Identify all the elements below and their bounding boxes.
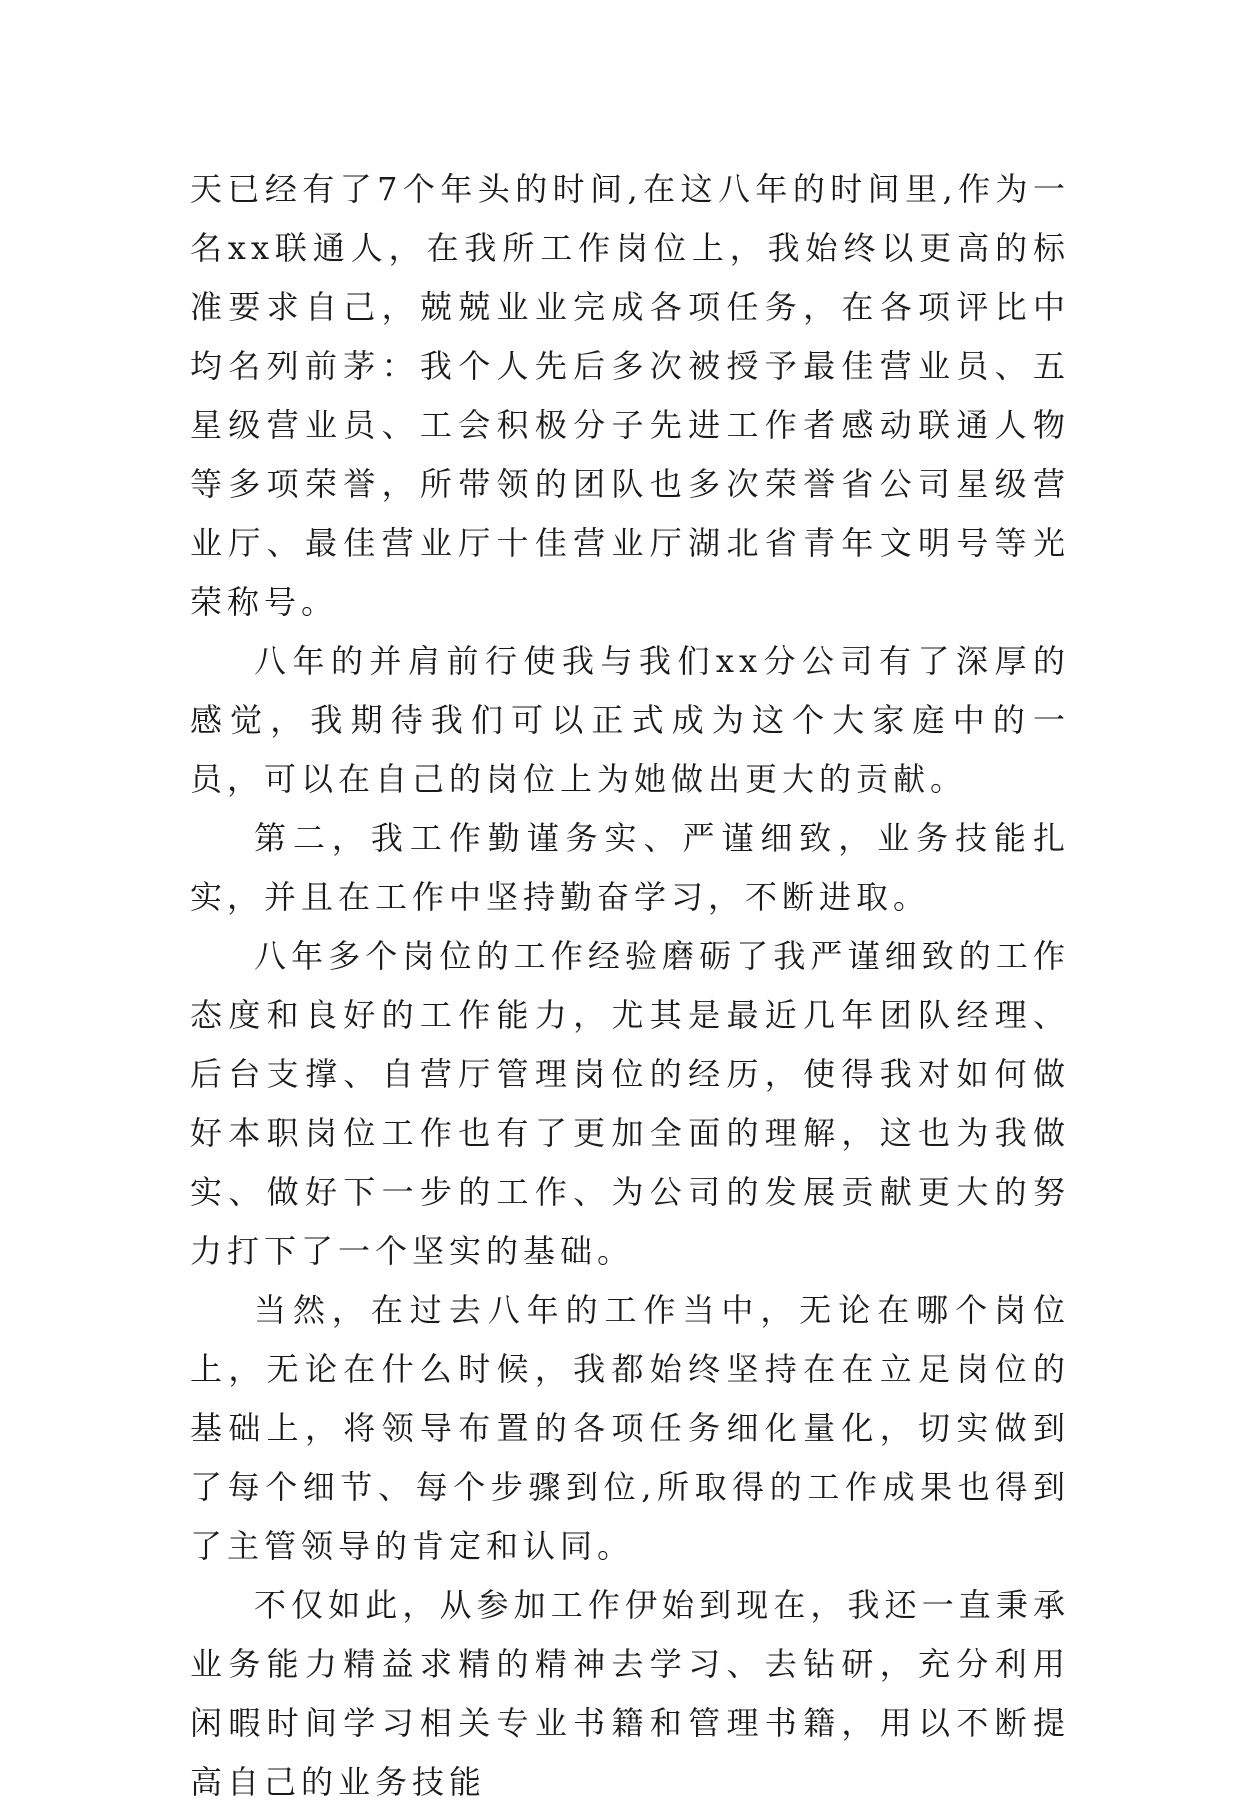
paragraph-6: 不仅如此，从参加工作伊始到现在，我还一直秉承业务能力精益求精的精神去学习、去钻研，充分利用闲暇时间学习相关专业书籍和管理书籍，用以不断提高自己的业务技能 <box>190 1586 1070 1801</box>
paragraph-2: 八年的并肩前行使我与我们xx分公司有了深厚的感觉，我期待我们可以正式成为这个大家庭中的一员，可以在自己的岗位上为她做出更大的贡献。 <box>190 642 1070 798</box>
document-body <box>190 160 1070 1812</box>
paragraph-5: 当然，在过去八年的工作当中，无论在哪个岗位上，无论在什么时候，我都始终坚持在在立足岗位的基础上，将领导布置的各项任务细化量化，切实做到了每个细节、每个步骤到位,所取得的工作成果也得到了主管领导的肯定和认同。 <box>190 1291 1070 1565</box>
paragraph-1: 天已经有了7个年头的时间,在这八年的时间里,作为一名xx联通人，在我所工作岗位上，我始终以更高的标准要求自己，兢兢业业完成各项任务，在各项评比中均名列前茅：我个人先后多次被授予最佳营业员、五星级营业员、工会积极分子先进工作者感动联通人物等多项荣誉，所带领的团队也多次荣誉省公司星级营业厅、最佳营业厅十佳营业厅湖北省青年文明号等光荣称号。 <box>190 170 1070 621</box>
paragraph-3: 第二，我工作勤谨务实、严谨细致，业务技能扎实，并且在工作中坚持勤奋学习，不断进取。 <box>190 819 1070 916</box>
paragraph-4: 八年多个岗位的工作经验磨砺了我严谨细致的工作态度和良好的工作能力，尤其是最近几年团队经理、后台支撑、自营厅管理岗位的经历，使得我对如何做好本职岗位工作也有了更加全面的理解，这也为我做实、做好下一步的工作、为公司的发展贡献更大的努力打下了一个坚实的基础。 <box>190 937 1070 1270</box>
